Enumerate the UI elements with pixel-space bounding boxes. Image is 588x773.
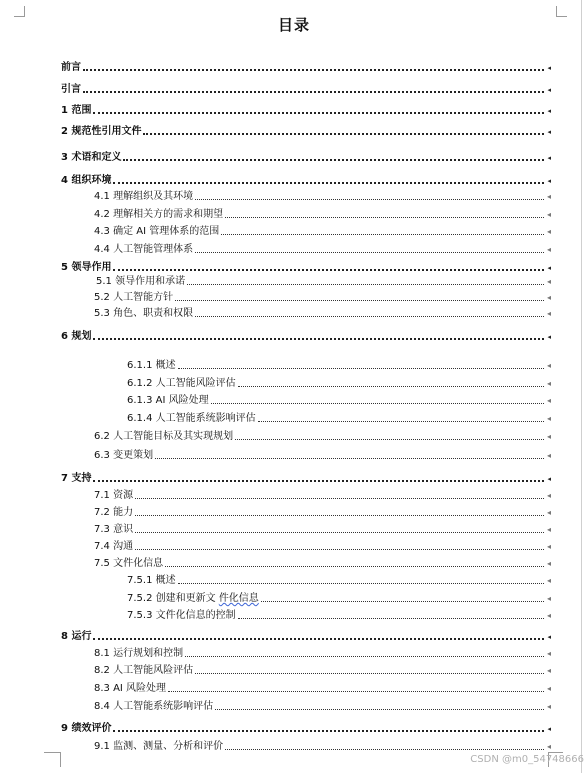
toc-page-ref-marker: ◂ [547, 475, 551, 483]
toc-page-ref-marker: ◂ [547, 725, 551, 733]
toc-page-ref-marker: ◂ [546, 245, 551, 254]
toc-entry-label: 6.3 变更策划 [94, 450, 154, 461]
toc-page-ref-marker: ◂ [546, 414, 551, 423]
toc-leader-dots [225, 216, 544, 218]
toc-leader-dots [123, 158, 544, 161]
toc-entry[interactable] [94, 446, 551, 462]
toc-page-ref-marker: ◂ [546, 309, 551, 318]
toc-page-ref-marker: ◂ [546, 559, 551, 568]
toc-leader-dots [135, 514, 544, 516]
toc-page-ref-marker: ◂ [546, 361, 551, 370]
toc-entry[interactable] [94, 222, 551, 238]
toc-page-ref-marker: ◂ [546, 379, 551, 388]
toc-entry[interactable] [94, 679, 551, 695]
toc-page-ref-marker: ◂ [546, 451, 551, 460]
toc-entry[interactable] [127, 571, 551, 587]
toc-entry-label: 6.1.1 概述 [127, 360, 176, 371]
toc-leader-dots [93, 479, 544, 482]
toc-entry[interactable] [61, 627, 551, 643]
toc-leader-dots [143, 132, 544, 135]
toc-leader-dots [83, 68, 544, 71]
toc-entry[interactable] [96, 272, 551, 288]
toc-entry[interactable] [61, 327, 551, 343]
toc-leader-dots [165, 565, 544, 567]
toc-entry-label: 9 绩效评价 [61, 723, 112, 734]
toc-entry-label: 7.4 沟通 [94, 541, 134, 552]
toc-entry-label: 2 规范性引用文件 [61, 126, 142, 137]
toc-leader-dots [178, 582, 544, 584]
spellcheck-underlined-text: 件化信息 [218, 593, 259, 604]
toc-page-ref-marker: ◂ [546, 525, 551, 534]
toc-leader-dots [135, 497, 544, 499]
toc-leader-dots [258, 420, 544, 422]
toc-page-ref-marker: ◂ [547, 107, 551, 115]
toc-entry-label: 5.3 角色、职责和权限 [94, 308, 194, 319]
toc-title: 目录 [277, 16, 310, 34]
toc-page-ref-marker: ◂ [546, 594, 551, 603]
toc-leader-dots [135, 531, 544, 533]
toc-page-ref-marker: ◂ [547, 177, 551, 185]
toc-leader-dots [113, 181, 544, 184]
toc-entry[interactable] [61, 719, 551, 735]
toc-leader-dots [113, 729, 544, 732]
toc-entry-label: 8.3 AI 风险处理 [94, 683, 167, 694]
toc-page-ref-marker: ◂ [546, 192, 551, 201]
toc-entry-label: 8 运行 [61, 631, 92, 642]
toc-page-ref-marker: ◂ [546, 611, 551, 620]
toc-page-ref-marker: ◂ [546, 210, 551, 219]
toc-entry[interactable] [127, 356, 551, 372]
toc-leader-dots [93, 637, 544, 640]
toc-page-ref-marker: ◂ [547, 128, 551, 136]
toc-entry-label: 5.2 人工智能方针 [94, 292, 174, 303]
toc-entry[interactable] [127, 391, 551, 407]
toc-page-ref-marker: ◂ [546, 576, 551, 585]
toc-page-ref-marker: ◂ [546, 491, 551, 500]
toc-entry-label: 4.1 理解组织及其环境 [94, 191, 194, 202]
toc-leader-dots [175, 299, 544, 301]
toc-page-ref-marker: ◂ [546, 227, 551, 236]
toc-entry-label: 9.1 监测、测量、分析和评价 [94, 741, 224, 752]
toc-entry-label: 6.1.2 人工智能风险评估 [127, 378, 236, 389]
toc-leader-dots [178, 367, 544, 369]
toc-leader-dots [221, 233, 544, 235]
toc-entry[interactable] [94, 288, 551, 304]
toc-entry-label-text: 7.5.2 创建和更新文 [127, 593, 219, 604]
toc-entry[interactable] [61, 469, 551, 485]
toc-entry[interactable] [61, 171, 551, 187]
toc-page-ref-marker: ◂ [546, 702, 551, 711]
toc-entry-label: 3 术语和定义 [61, 152, 122, 163]
toc-entry-label: 4.3 确定 AI 管理体系的范围 [94, 226, 220, 237]
toc-page-ref-marker: ◂ [546, 666, 551, 675]
page-edge [581, 0, 582, 773]
toc-entry[interactable] [94, 661, 551, 677]
toc-page-ref-marker: ◂ [546, 293, 551, 302]
toc-entry-label: 7.1 资源 [94, 490, 134, 501]
toc-page-ref-marker: ◂ [546, 742, 551, 751]
toc-leader-dots [168, 690, 544, 692]
toc-leader-dots [185, 655, 544, 657]
toc-leader-dots [113, 268, 544, 271]
toc-entry[interactable] [94, 427, 551, 443]
toc-entry-label: 5 领导作用 [61, 262, 112, 273]
toc-entry-label: 7.5.1 概述 [127, 575, 176, 586]
toc-page-ref-marker: ◂ [546, 396, 551, 405]
toc-entry[interactable] [94, 187, 551, 203]
toc-entry[interactable] [94, 503, 551, 519]
toc-entry[interactable] [127, 374, 551, 390]
toc-entry-label: 7.5 文件化信息 [94, 558, 164, 569]
toc-leader-dots [195, 315, 544, 317]
toc-page-ref-marker: ◂ [547, 64, 551, 72]
toc-entry-label [127, 593, 261, 605]
watermark: CSDN @m0_54748666 [470, 754, 584, 765]
toc-entry[interactable] [94, 486, 551, 502]
toc-entry-label: 4.4 人工智能管理体系 [94, 244, 194, 255]
toc-entry-label: 8.2 人工智能风险评估 [94, 665, 194, 676]
toc-entry[interactable] [61, 122, 551, 138]
toc-entry-label: 引言 [61, 84, 81, 95]
toc-leader-dots [195, 198, 544, 200]
toc-entry[interactable] [61, 148, 551, 164]
crop-mark-bottom-left [44, 752, 61, 767]
toc-leader-dots [225, 748, 544, 750]
toc-entry[interactable] [94, 205, 551, 221]
toc-entry[interactable] [61, 80, 551, 96]
toc-entry-label: 6.1.3 AI 风险处理 [127, 395, 209, 406]
toc-leader-dots [261, 600, 544, 602]
toc-entry-label: 7 支持 [61, 473, 92, 484]
toc-leader-dots [83, 90, 544, 93]
toc-leader-dots [195, 251, 544, 253]
toc-entry-label: 4.2 理解相关方的需求和期望 [94, 209, 224, 220]
toc-leader-dots [211, 402, 544, 404]
toc-leader-dots [155, 457, 544, 459]
toc-entry-label: 5.1 领导作用和承诺 [96, 276, 186, 287]
toc-entry[interactable] [127, 589, 551, 605]
toc-page-ref-marker: ◂ [546, 508, 551, 517]
toc-leader-dots [215, 708, 544, 710]
toc-leader-dots [135, 548, 544, 550]
toc-entry-label: 7.3 意识 [94, 524, 134, 535]
toc-page-ref-marker: ◂ [547, 333, 551, 341]
toc-entry[interactable] [94, 644, 551, 660]
toc-entry-label: 4 组织环境 [61, 175, 112, 186]
toc-page-ref-marker: ◂ [546, 277, 551, 286]
toc-entry[interactable] [127, 409, 551, 425]
toc-page-ref-marker: ◂ [546, 684, 551, 693]
toc-entry-label: 8.1 运行规划和控制 [94, 648, 184, 659]
toc-leader-dots [235, 438, 544, 440]
toc-entry-label: 6.1.4 人工智能系统影响评估 [127, 413, 256, 424]
toc-page-ref-marker: ◂ [546, 649, 551, 658]
toc-page-ref-marker: ◂ [546, 432, 551, 441]
toc-entry-label: 6.2 人工智能目标及其实现规划 [94, 431, 234, 442]
toc-entry[interactable] [94, 554, 551, 570]
toc-entry[interactable] [127, 606, 551, 622]
toc-leader-dots [238, 617, 544, 619]
toc-entry[interactable] [94, 240, 551, 256]
toc-entry-label: 7.2 能力 [94, 507, 134, 518]
toc-leader-dots [93, 337, 544, 340]
toc-page-ref-marker: ◂ [547, 86, 551, 94]
toc-page-ref-marker: ◂ [547, 154, 551, 162]
toc-entry[interactable] [94, 697, 551, 713]
toc-page-ref-marker: ◂ [547, 633, 551, 641]
toc-page-ref-marker: ◂ [547, 264, 551, 272]
toc-entry-label: 8.4 人工智能系统影响评估 [94, 701, 214, 712]
toc-page-ref-marker: ◂ [546, 542, 551, 551]
toc-leader-dots [238, 385, 544, 387]
toc-entry[interactable] [94, 737, 551, 753]
toc-leader-dots [93, 111, 544, 114]
toc-leader-dots [187, 283, 544, 285]
toc-entry-label: 6 规划 [61, 331, 92, 342]
toc-entry-label: 1 范围 [61, 105, 92, 116]
toc-entry[interactable] [94, 520, 551, 536]
toc-entry[interactable] [94, 537, 551, 553]
toc-entry-label: 7.5.3 文件化信息的控制 [127, 610, 236, 621]
toc-entry[interactable] [61, 101, 551, 117]
toc-entry-label: 前言 [61, 62, 81, 73]
toc-entry[interactable] [94, 304, 551, 320]
toc-leader-dots [195, 672, 544, 674]
toc-entry[interactable] [61, 58, 551, 74]
